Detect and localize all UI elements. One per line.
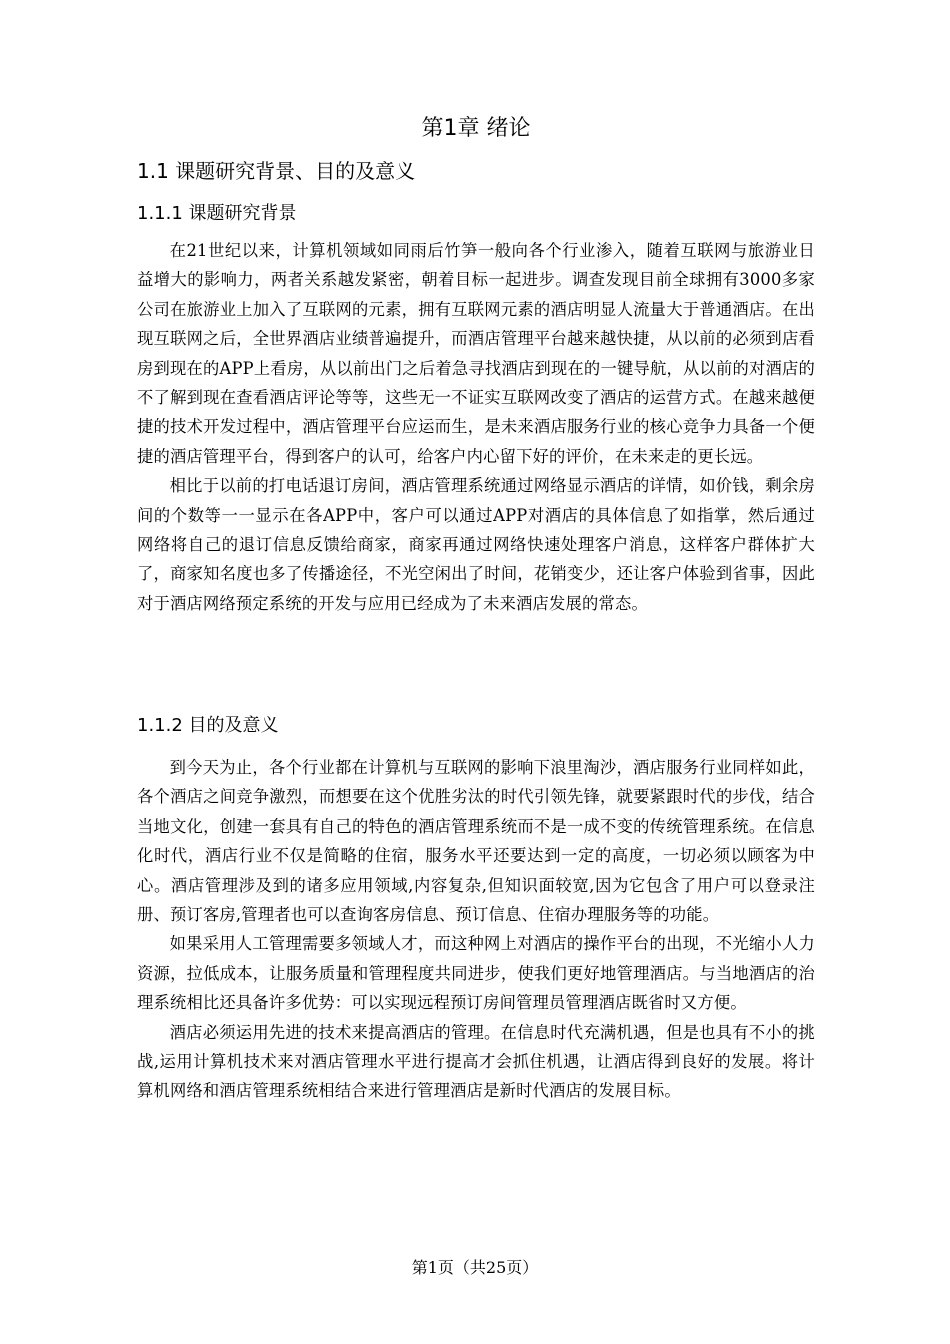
purpose-body <box>137 753 815 1106</box>
paragraph: 相比于以前的打电话退订房间，酒店管理系统通过网络显示酒店的详情，如价钱，剩余房间的个数等一一显示在各APP中，客户可以通过APP对酒店的具体信息了如指掌，然后通过网络将自己的退订信息反馈给商家，商家再通过网络快速处理客户消息，这样客户群体扩大了，商家知名度也多了传播途径，不光空闲出了时间，花销变少，还让客户体验到省事，因此对于酒店网络预定系统的开发与应用已经成为了未来酒店发展的常态。 <box>137 476 815 613</box>
paragraph: 到今天为止，各个行业都在计算机与互联网的影响下浪里淘沙，酒店服务行业同样如此，各个酒店之间竞争激烈，而想要在这个优胜劣汰的时代引领先锋，就要紧跟时代的步伐，结合当地文化，创建一套具有自己的特色的酒店管理系统而不是一成不变的传统管理系统。在信息化时代，酒店行业不仅是简略的住宿，服务水平还要达到一定的高度，一切必须以顾客为中心。酒店管理涉及到的诸多应用领域,内容复杂,但知识面较宽,因为它包含了用户可以登录注册、预订客房,管理者也可以查询客房信息、预订信息、住宿办理服务等的功能。 <box>137 758 815 925</box>
chapter-title: 第1章 绪论 <box>421 116 531 141</box>
subsection-heading-background: 1.1.1 课题研究背景 <box>137 203 297 224</box>
paragraph: 酒店必须运用先进的技术来提高酒店的管理。在信息时代充满机遇，但是也具有不小的挑战,运用计算机技术来对酒店管理水平进行提高才会抓住机遇，让酒店得到良好的发展。将计算机网络和酒店管理系统相结合来进行管理酒店是新时代酒店的发展目标。 <box>137 1022 815 1101</box>
paragraph: 在21世纪以来，计算机领域如同雨后竹笋一般向各个行业渗入，随着互联网与旅游业日益增大的影响力，两者关系越发紧密，朝着目标一起进步。调查发现目前全球拥有3000多家公司在旅游业上加入了互联网的元素，拥有互联网元素的酒店明显人流量大于普通酒店。在出现互联网之后，全世界酒店业绩普遍提升，而酒店管理平台越来越快捷，从以前的必须到店看房到现在的APP上看房，从以前出门之后着急寻找酒店到现在的一键导航，从以前的对酒店的不了解到现在查看酒店评论等等，这些无一不证实互联网改变了酒店的运营方式。在越来越便捷的技术开发过程中，酒店管理平台应运而生，是未来酒店服务行业的核心竞争力具备一个便捷的酒店管理平台，得到客户的认可，给客户内心留下好的评价，在未来走的更长远。 <box>137 241 815 466</box>
section-heading: 1.1 课题研究背景、目的及意义 <box>137 159 416 183</box>
background-body <box>137 236 815 618</box>
page-footer: 第1页（共25页） <box>411 1258 539 1277</box>
paragraph: 如果采用人工管理需要多领域人才，而这种网上对酒店的操作平台的出现，不光缩小人力资源，拉低成本，让服务质量和管理程度共同进步，使我们更好地管理酒店。与当地酒店的治理系统相比还具备许多优势：可以实现远程预订房间管理员管理酒店既省时又方便。 <box>137 934 815 1013</box>
subsection-heading-purpose: 1.1.2 目的及意义 <box>137 715 279 736</box>
